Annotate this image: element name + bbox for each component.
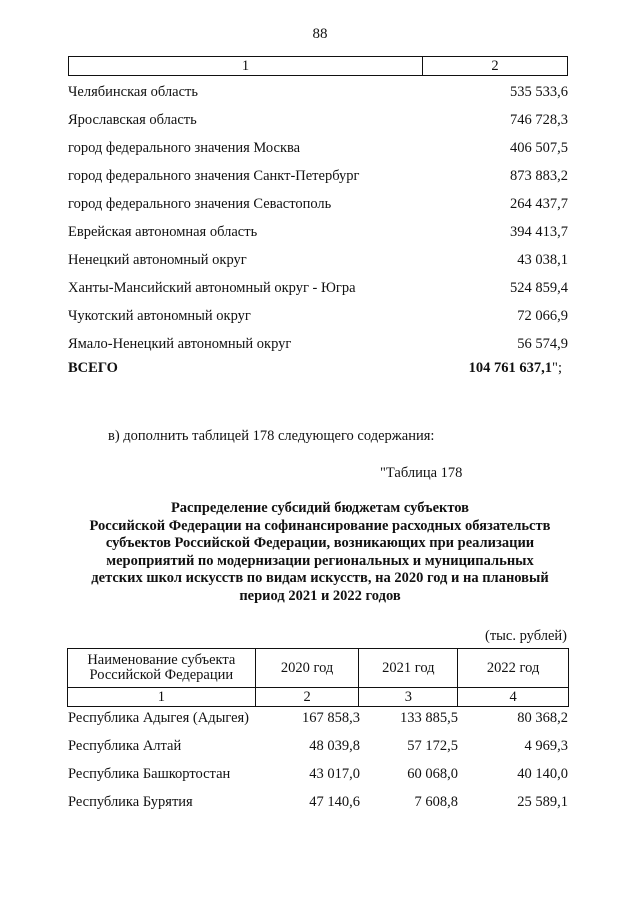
value-2022: 4 969,3 (524, 738, 568, 754)
region-name: Чукотский автономный округ (68, 308, 251, 324)
region-name: Ненецкий автономный округ (68, 252, 247, 268)
title-line: субъектов Российской Федерации, возникающих при реализации (105, 535, 535, 551)
header-2020: 2020 год (255, 649, 359, 688)
title-line: Распределение субсидий бюджетам субъектов (170, 500, 470, 516)
column-number-1: 1 (69, 57, 423, 75)
region-name: Еврейская автономная область (68, 224, 258, 240)
table-row (68, 224, 568, 244)
subject-name: Республика Адыгея (Адыгея) (68, 710, 250, 726)
table-row (68, 794, 568, 814)
value-2021: 57 172,5 (407, 738, 458, 754)
table-row (68, 336, 568, 356)
subject-name: Республика Бурятия (68, 794, 193, 810)
column-number: 4 (458, 688, 569, 707)
total-value: 104 761 637,1 (468, 360, 553, 376)
region-value: 873 883,2 (510, 168, 568, 184)
title-line: мероприятий по модернизации региональных и муниципальных (106, 552, 534, 569)
header-2021: 2021 год (359, 649, 458, 688)
value-2020: 47 140,6 (309, 794, 360, 810)
header-2022: 2022 год (458, 649, 569, 688)
value-2021: 133 885,5 (400, 710, 458, 726)
table-row (68, 710, 568, 730)
total-value-wrap (469, 360, 562, 377)
table-row (68, 140, 568, 160)
table-row (68, 308, 568, 328)
subject-name: Республика Башкортостан (68, 766, 231, 782)
value-2022: 25 589,1 (517, 794, 568, 810)
table-row (68, 280, 568, 300)
title-line: период 2021 и 2022 годов (239, 587, 401, 604)
table-label: "Таблица 178 (380, 465, 463, 481)
table-row (68, 196, 568, 216)
table-row (68, 252, 568, 272)
value-2020: 48 039,8 (309, 738, 360, 754)
table-row (68, 112, 568, 132)
region-value: 535 533,6 (510, 84, 568, 100)
region-value: 264 437,7 (510, 196, 568, 212)
title-line: Российской Федерации на софинансирование расходных обязательств (89, 517, 551, 534)
region-value: 72 066,9 (517, 308, 568, 324)
total-suffix: "; (552, 360, 562, 376)
header-subject: Наименование субъекта Российской Федерации (68, 649, 256, 688)
value-2020: 167 858,3 (302, 710, 360, 726)
region-value: 746 728,3 (510, 112, 568, 128)
value-2021: 60 068,0 (407, 766, 458, 782)
region-name: Ярославская область (68, 112, 197, 128)
top-table-header (68, 56, 568, 76)
region-value: 394 413,7 (510, 224, 568, 240)
units-label: (тыс. рублей) (485, 628, 567, 644)
value-2020: 43 017,0 (309, 766, 360, 782)
region-value: 43 038,1 (517, 252, 568, 268)
page-number: 88 (312, 26, 328, 42)
column-number: 1 (68, 688, 256, 707)
region-value: 524 859,4 (510, 280, 568, 296)
region-name: Челябинская область (68, 84, 198, 100)
table-title (60, 500, 580, 605)
region-name: Ямало-Ненецкий автономный округ (68, 336, 292, 352)
region-value: 406 507,5 (510, 140, 568, 156)
table-row (68, 84, 568, 104)
subject-name: Республика Алтай (68, 738, 182, 754)
region-value: 56 574,9 (517, 336, 568, 352)
region-name: город федерального значения Москва (68, 140, 301, 156)
value-2021: 7 608,8 (414, 794, 458, 810)
value-2022: 40 140,0 (517, 766, 568, 782)
value-2022: 80 368,2 (517, 710, 568, 726)
table-row (68, 738, 568, 758)
total-row (68, 360, 568, 380)
region-name: Ханты-Мансийский автономный округ - Югра (68, 280, 356, 296)
column-number: 2 (255, 688, 359, 707)
subsidy-table-header (67, 648, 569, 707)
region-name: город федерального значения Санкт-Петербург (68, 168, 360, 184)
column-number-2: 2 (491, 58, 499, 74)
total-label: ВСЕГО (68, 360, 118, 376)
column-number: 3 (359, 688, 458, 707)
instruction-text: в) дополнить таблицей 178 следующего содержания: (108, 428, 435, 444)
table-row (68, 168, 568, 188)
region-name: город федерального значения Севастополь (68, 196, 332, 212)
table-row (68, 766, 568, 786)
title-line: детских школ искусств по видам искусств, на 2020 год и на плановый (91, 570, 549, 586)
